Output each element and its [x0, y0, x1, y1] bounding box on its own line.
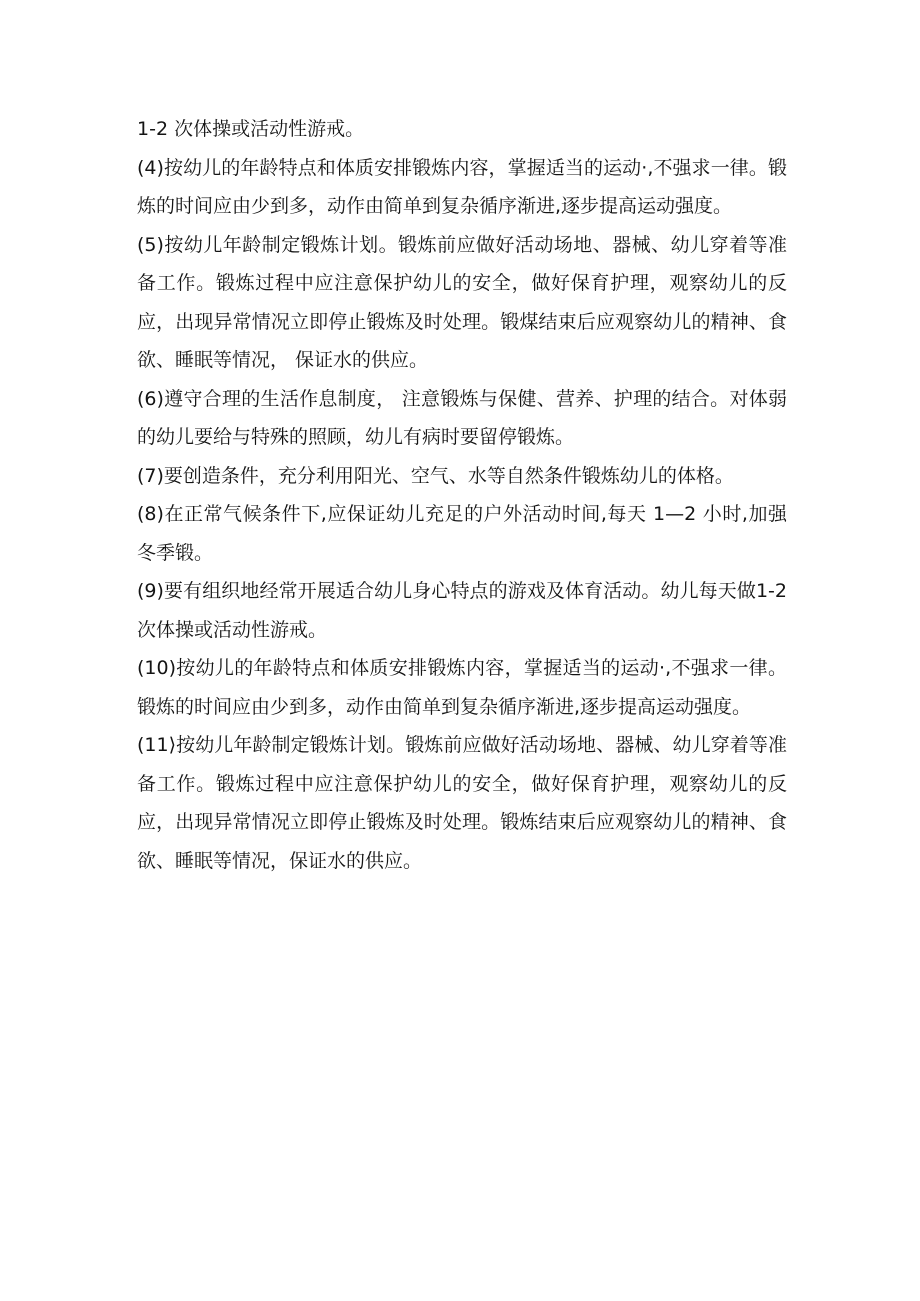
paragraph-item-11: (11⟩按幼儿年龄制定锻炼计划。锻炼前应做好活动场地、器械、幼儿穿着等准备工作。锻炼过程中应注意保护幼儿的安全，做好保育护理，观察幼儿的反应，出现异常情况立即停止锻炼及时处理。锻炼结束后应观察幼儿的精神、食欲、睡眠等情况，保证水的供应。: [137, 734, 787, 872]
paragraph-item-4: (4)按幼儿的年龄特点和体质安排锻炼内容，掌握适当的运动·,不强求一律。锻炼的时间应由少到多，动作由简单到复杂循序渐进,逐步提高运动强度。: [137, 156, 787, 217]
paragraph-continuation: 1-2 次体操或活动性游戒。: [137, 118, 365, 140]
paragraph-item-6: (6)遵守合理的生活作息制度， 注意锻炼与保健、营养、护理的结合。对体弱的幼儿要给与特殊的照顾，幼儿有病时要留停锻炼。: [137, 387, 787, 448]
paragraph-item-10: (10)按幼儿的年龄特点和体质安排锻炼内容，掌握适当的运动·,不强求一律。锻炼的时间应由少到多，动作由简单到复杂循序渐进,逐步提高运动强度。: [137, 657, 787, 718]
paragraph-item-8: (8)在正常气候条件下,应保证幼儿充足的户外活动时间,每天 1—2 小时,加强冬季锻。: [137, 503, 787, 564]
paragraph-item-9: (9)要有组织地经常开展适合幼儿身心特点的游戏及体育活动。幼儿每天做1-2 次体操或活动性游戒。: [137, 580, 787, 641]
paragraph-item-5: (5)按幼儿年龄制定锻炼计划。锻炼前应做好活动场地、器械、幼儿穿着等准备工作。锻炼过程中应注意保护幼儿的安全，做好保育护理，观察幼儿的反应，出现异常情况立即停止锻炼及时处理。锻煤结束后应观察幼儿的精神、食欲、睡眠等情况， 保证水的供应。: [137, 233, 787, 371]
document-body: [137, 110, 787, 880]
paragraph-item-7: (7)要创造条件，充分利用阳光、空气、水等自然条件锻炼幼儿的体格。: [137, 464, 734, 487]
